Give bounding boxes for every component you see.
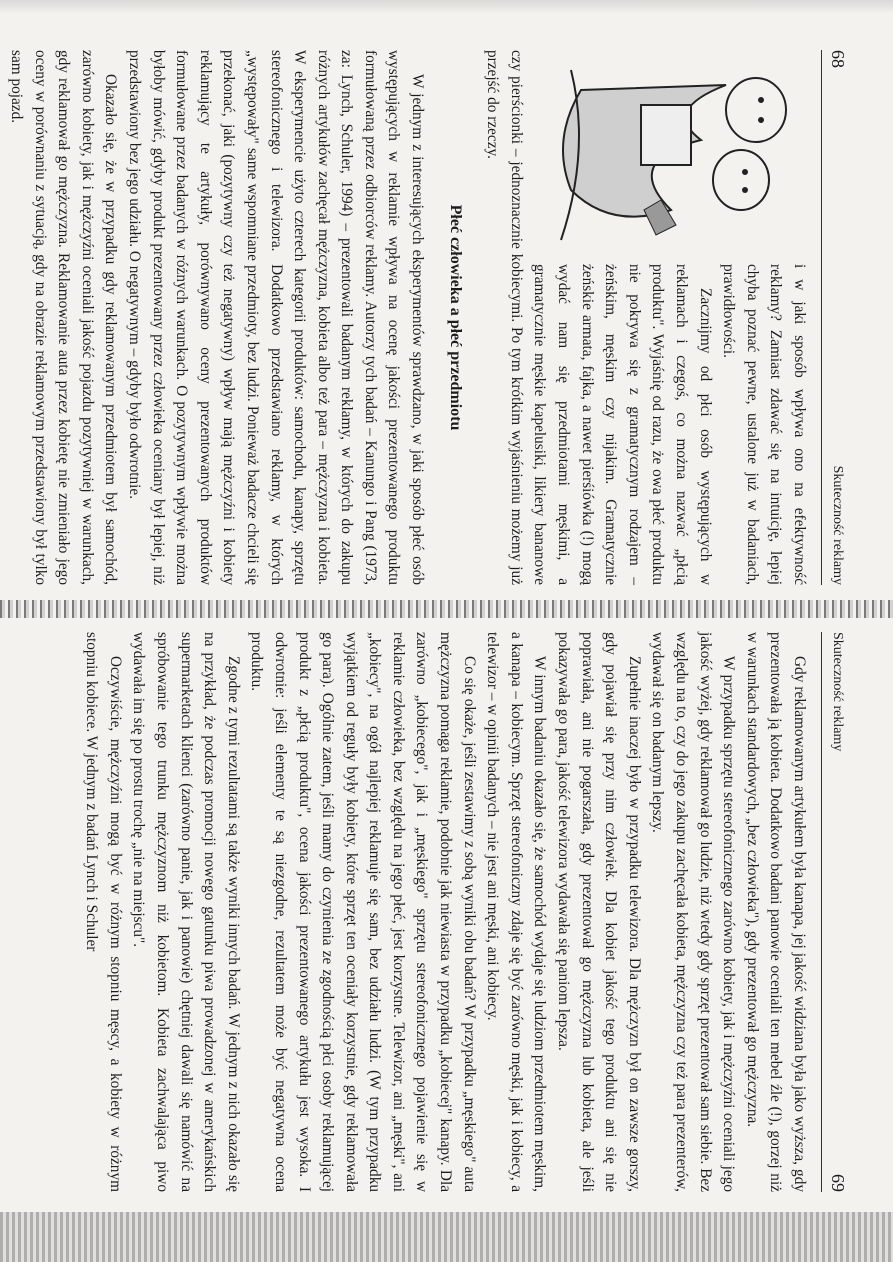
running-header (821, 50, 850, 585)
running-head-title: Skuteczność reklamy (830, 465, 845, 585)
body-paragraph: Gdy reklamowanym artykułem była kanapa, jej jakość widziana była jako wyższa, gdy prezentowała ją kobieta. Dodatkowo badani panowie oceniali ten mebel źle (!), gorzej niż w warunkach standardowych, „bez człowieka"), gdy prezentował go mężczyzna. (743, 632, 808, 1192)
body-paragraph: Zgodne z tymi rezultatami są także wyniki innych badań. W jednym z nich okazało się na przykład, że podczas promocji nowego gatunku piwa prowadzonej w amerykańskich supermarketach klienci (zarówno panie, jak i panowie) chętniej dawali się namówić na spróbowanie tego trunku mężczyznom niż kobietom. Kobieta zachwalająca piwo wydawała im się po prostu trochę „nie na miejscu". (130, 632, 242, 1192)
page-number: 68 (828, 50, 848, 68)
page-69-text (80, 632, 811, 1192)
section-title: Płeć człowieka a płeć przedmiotu (446, 204, 464, 431)
body-paragraph: Co się okaże, jeśli zestawimy z sobą wyniki obu badań? W przypadku „męskiego" auta mężczyzna pomaga reklamie, podobnie jak niewiasta w przypadku „kobiecej" kanapy. Dla zarówno „kobiecego", jak i „męskiego" sprzętu stereofonicznego pojawienie się w reklamie człowieka, bez względu na jego płeć, jest korzystne. Telewizor, ani „męski", ani „kobiecy", na ogół najlepiej reklamuje się sam, bez udziału ludzi. (W tym przypadku wyjątkiem od reguły były kobiety, które sprzęt ten oceniały korzystnie, gdy reklamowała go para). Ogólnie zatem, jeśli mamy do czynienia ze zgodnością płci osoby reklamującej produkt z „płcią produktu", ocena jakości prezentowanego artykułu jest wysoka. I odwrotnie: jeśli elementy te są niezgodne, rezultatem może być negatywna ocena produktu. (248, 632, 478, 1192)
body-paragraph: W przypadku sprzętu stereofonicznego zarówno kobiety, jak i mężczyźni oceniali jego jakość wyżej, gdy reklamował go ludzie, niż wtedy gdy sprzęt prezentował sam siebie. Bez względu na to, czy do jego zakupu zachęcała kobieta, mężczyzna czy też para prezenterów, wydawał się on badanym lepszy. (649, 632, 738, 1192)
body-paragraph: Oczywiście, mężczyźni mogą być w różnym stopniu męscy, a kobiety w różnym stopniu kobiece. W jednym z badań Lynch i Schuler (83, 632, 124, 1192)
body-paragraph: W innym badaniu okazało się, że samochód wydaje się ludziom przedmiotem męskim, a kanapa – kobiecym. Sprzęt stereofoniczny zdaje się być zarówno męski, jak i kobiecy, a telewizor – w opinii badanych – nie jest ani męski, ani kobiecy. (484, 632, 549, 1192)
book-fold (0, 600, 893, 618)
cartoon-figures-image (536, 50, 811, 250)
page-number: 69 (828, 1174, 848, 1192)
page-69 (20, 632, 850, 1192)
intro-paragraph: Zacznijmy od płci osób występujących w reklamach i czegoś, co można nazwać „płcią produktu". Wyjaśnię od razu, że owa płeć produktu nie pokrywa się z gramatycznym rodzajem – żeńskim, męskim czy nijakim. Gramatycznie żeńskie armata, fajka, a nawet pierśiówka (!) mogą wydać nam się przedmiotami męskimi, a gramatycznie męskie kapelusiki, likiery bananowe czy pierścionki – jednoznacznie kobiecymi. Po tym krótkim wyjaśnieniu możemy już przejść do rzeczy. (484, 50, 714, 585)
body-paragraph: W jednym z interesujących eksperymentów sprawdzano, w jaki sposób płeć osób występujących w reklamie wpływa na ocenę jakości prezentowanego produktu formułowaną przez odbiorców reklamy. Autorzy tych badań – Kanungo i Pang (1973, za: Lynch, Schuler, 1994) – prezentowali badanym reklamy, w których do zakupu różnych artykułów zachęcał mężczyzna, kobieta albo też para – mężczyzna i kobieta. W eksperymencie użyto czterech kategorii produktów: samochodu, kanapy, sprzętu stereofonicznego i telewizora. Dodatkowo przedstawiano reklamy, w których „występowały" same wspomniane przedmioty, bez ludzi. Ponieważ badacze chcieli się przekonać, jaki (pozytywny czy też negatywny) wpływ mają mężczyźni i kobiety reklamujący te artykuły, porównywano oceny prezentowanych produktów formułowane przez badanych w różnych warunkach. O pozytywnym wpływie można byłoby mówić, gdyby produkt prezentowany przez człowieka oceniany był lepiej, niż przedstawiony bez jego udziału. O negatywnym – gdyby było odwrotnie. (125, 50, 427, 585)
page-68 (8, 50, 850, 585)
running-header (821, 632, 850, 1192)
body-paragraph: Zupełnie inaczej było w przypadku telewizora. Dla mężczyzn był on zawsze gorszy, gdy pojawiał się przy nim człowiek. Dla kobiet jakość tego produktu ani się nie poprawiała, ani nie pogarszała, gdy prezentował go mężczyzna lub kobieta, ale jeśli pokazywała go para, jakość telewizora wydawała się paniom lepsza. (555, 632, 643, 1192)
scan-edge-top (0, 0, 893, 14)
page-68-text (4, 50, 811, 585)
intro-paragraph: i w jaki sposób wpływa ono na efektywność reklamy? Zamiast zdawać się na intuicję, lepiej chyba poznać pewne, ustalone już w badaniach, prawidłowości. (720, 264, 808, 585)
scan-edge-bottom (0, 1212, 893, 1262)
running-head-title: Skuteczność reklamy (830, 632, 845, 752)
cartoon-illustration (536, 50, 811, 250)
body-paragraph: Okazało się, że w przypadku gdy reklamowanym przedmiotem był samochód, zarówno kobiety, jak i mężczyźni oceniali jakość pojazdu pozytywniej w warunkach, gdy reklamował go mężczyzna. Reklamowanie auta przez kobietę nie zmieniało jego oceny w porównaniu z sytuacją, gdy na obrazie reklamowym przedstawiony był tylko sam pojazd. (8, 50, 120, 585)
